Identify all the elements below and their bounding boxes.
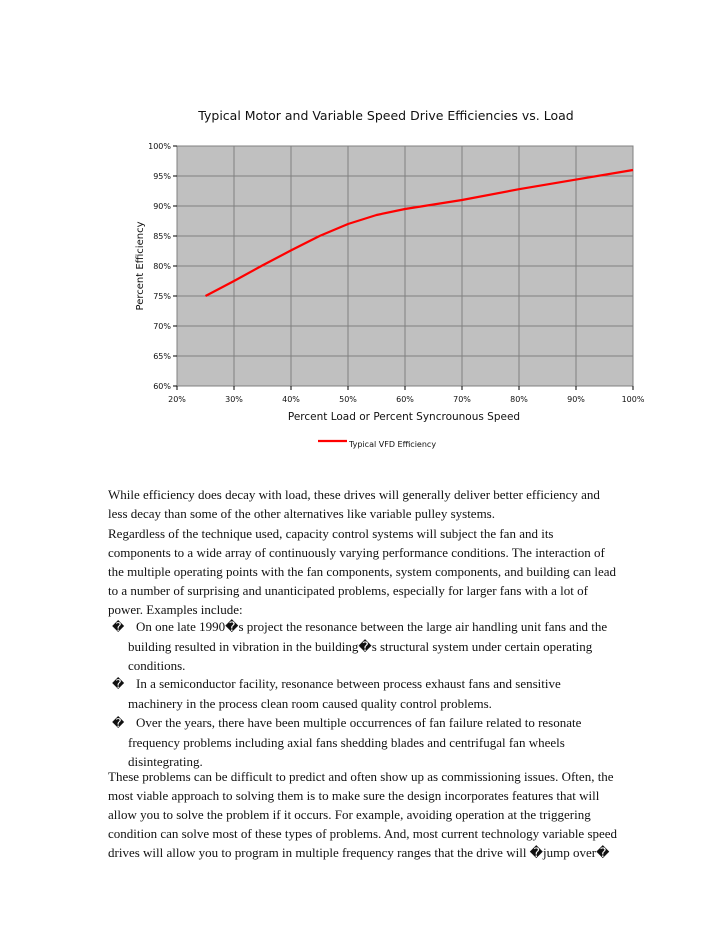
x-tick-label: 50% xyxy=(339,395,357,404)
bullet-symbol: � xyxy=(112,716,125,730)
paragraph-2-line: the multiple operating points with the fan components, system components, and building can lead xyxy=(108,564,616,579)
y-axis-ticks xyxy=(148,142,177,391)
paragraph-3-line: These problems can be difficult to predict and often show up as commissioning issues. Often, the xyxy=(108,769,614,784)
paragraph-3-line: allow you to solve the problem if it occurs. For example, avoiding operation at the triggering xyxy=(108,807,591,822)
bullet-line: On one late 1990�s project the resonance between the large air handling unit fans and the xyxy=(136,619,608,634)
paragraph-2 xyxy=(108,524,628,619)
y-tick-label: 65% xyxy=(153,352,171,361)
bullet-item xyxy=(112,617,622,675)
y-tick-label: 85% xyxy=(153,232,171,241)
y-tick-label: 90% xyxy=(153,202,171,211)
y-tick-label: 70% xyxy=(153,322,171,331)
x-tick-label: 100% xyxy=(621,395,645,404)
y-tick-label: 95% xyxy=(153,172,171,181)
bullet-symbol: � xyxy=(112,677,125,691)
paragraph-3-line: condition can solve most of these types of problems. And, most current technology variable speed xyxy=(108,826,618,841)
chart-title: Typical Motor and Variable Speed Drive Efficiencies vs. Load xyxy=(198,108,574,123)
x-tick-label: 30% xyxy=(225,395,243,404)
bullet-item xyxy=(112,713,622,771)
paragraph-1 xyxy=(108,485,628,523)
paragraph-2-line: power. Examples include: xyxy=(108,602,243,617)
paragraph-3-line: drives will allow you to program in multiple frequency ranges that the drive will �jump over� xyxy=(108,845,610,860)
y-tick-label: 80% xyxy=(153,262,171,271)
bullet-symbol: � xyxy=(112,620,125,634)
bullet-line: Over the years, there have been multiple occurrences of fan failure related to resonate xyxy=(136,715,582,730)
bullet-line: In a semiconductor facility, resonance between process exhaust fans and sensitive xyxy=(136,676,561,691)
y-tick-label: 75% xyxy=(153,292,171,301)
paragraph-3-line: most viable approach to solving them is to make sure the design incorporates features that will xyxy=(108,788,600,803)
legend-label: Typical VFD Efficiency xyxy=(349,440,437,449)
y-tick-label: 100% xyxy=(148,142,171,151)
x-tick-label: 60% xyxy=(396,395,414,404)
x-tick-label: 80% xyxy=(510,395,528,404)
bullet-line: building resulted in vibration in the building�s structural system under certain operating xyxy=(128,639,593,654)
paragraph-2-line: components to a wide array of continuously varying performance conditions. The interaction of xyxy=(108,545,605,560)
bullet-line: frequency problems including axial fans shedding blades and centrifugal fan wheels xyxy=(128,735,565,750)
paragraph-2-line: Regardless of the technique used, capacity control systems will subject the fan and its xyxy=(108,526,554,541)
x-tick-label: 70% xyxy=(453,395,471,404)
bullet-line: disintegrating. xyxy=(128,754,203,769)
paragraph-1-line: While efficiency does decay with load, these drives will generally deliver better efficiency and xyxy=(108,487,600,502)
x-tick-label: 20% xyxy=(168,395,186,404)
x-axis-ticks xyxy=(168,386,645,404)
bullet-item xyxy=(112,674,622,713)
paragraph-3 xyxy=(108,767,628,862)
paragraph-2-line: to a number of surprising and unanticipated problems, especially for larger fans with a lot of xyxy=(108,583,588,598)
x-tick-label: 90% xyxy=(567,395,585,404)
y-axis-label: Percent Efficiency xyxy=(135,221,146,311)
x-axis-label: Percent Load or Percent Syncrounous Speed xyxy=(287,411,521,423)
bullet-line: machinery in the process clean room caused quality control problems. xyxy=(128,696,492,711)
y-tick-label: 60% xyxy=(153,382,171,391)
paragraph-1-line: less decay than some of the other alternatives like variable pulley systems. xyxy=(108,506,495,521)
efficiency-chart xyxy=(0,0,728,470)
bullet-line: conditions. xyxy=(128,658,186,673)
x-tick-label: 40% xyxy=(282,395,300,404)
